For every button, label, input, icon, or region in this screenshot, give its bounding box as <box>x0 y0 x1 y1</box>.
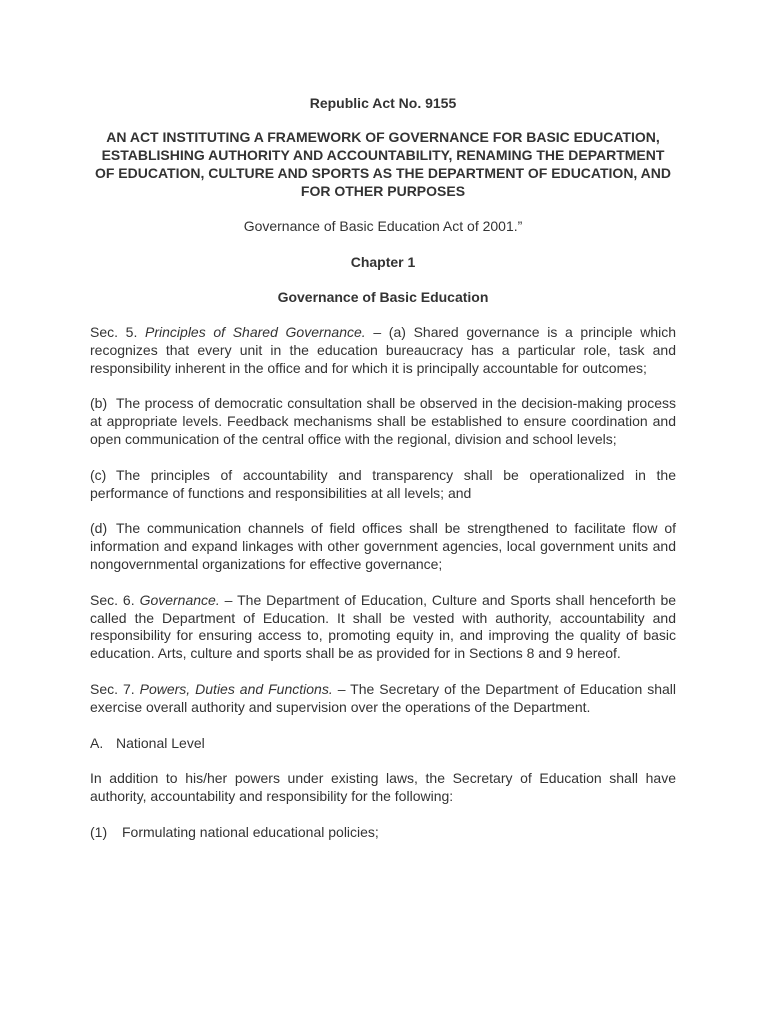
paragraph-b-text: The process of democratic consultation shall be observed in the decision-making process at appropriate levels. Feedback mechanisms shall be established to ensure coordination and open communication of the central office with the regional, division and school levels; <box>90 395 676 447</box>
section-5-text: – (a) Shared governance is a principle which recognizes that every unit in the education bureaucracy has a particular role, task and responsibility inherent in the office and for which it is principally accountable for outcomes; <box>90 324 677 376</box>
list-item-1-marker: (1) <box>90 823 108 840</box>
secretary-powers-intro: In addition to his/her powers under existing laws, the Secretary of Education shall have authority, accountability and responsibility for the following: <box>90 770 676 805</box>
chapter-title: Governance of Basic Education <box>277 289 489 305</box>
section-5-paragraph-a <box>90 324 676 377</box>
national-level-marker: A. <box>90 734 104 751</box>
paragraph-d-marker: (d) <box>90 520 108 537</box>
section-5-prefix: Sec. 5. <box>90 324 138 340</box>
section-7-heading: Powers, Duties and Functions. <box>139 680 333 697</box>
section-5-heading: Principles of Shared Governance. <box>145 324 366 340</box>
national-level-label: National Level <box>116 734 205 751</box>
section-6-prefix: Sec. 6. <box>90 591 135 608</box>
list-item-1 <box>90 824 676 842</box>
section-7-text: – The Secretary of the Department of Education shall exercise overall authority and supervision over the operations of the Department. <box>90 680 676 715</box>
paragraph-c-marker: (c) <box>90 466 107 483</box>
paragraph-c-text: The principles of accountability and transparency shall be operationalized in the performance of functions and responsibilities at all levels; and <box>90 466 676 501</box>
national-level-heading <box>90 735 676 753</box>
section-6-heading: Governance. <box>139 591 220 608</box>
section-6-text: – The Department of Education, Culture and Sports shall henceforth be called the Department of Education. It shall be vested with authority, accountability and responsibility for ensuring access to, promoting equity in, and improving the quality of basic education. Arts, culture and sports shall be as provided for in Sections 8 and 9 hereof. <box>90 591 677 662</box>
paragraph-b-marker: (b) <box>90 395 108 412</box>
section-5-paragraph-b <box>90 395 676 448</box>
chapter-heading: Chapter 1 <box>350 254 416 270</box>
section-5-paragraph-c <box>90 467 676 503</box>
section-5-paragraph-d <box>90 520 676 573</box>
section-7-paragraph <box>90 681 676 717</box>
short-title: Governance of Basic Education Act of 2001.” <box>243 218 523 234</box>
paragraph-d-text: The communication channels of field offices shall be strengthened to facilitate flow of information and expand linkages with other government agencies, local government units and nongovernmental organizations for effective governance; <box>90 520 676 572</box>
section-6-paragraph <box>90 592 676 663</box>
list-item-1-text: Formulating national educational policies; <box>122 823 379 840</box>
section-7-prefix: Sec. 7. <box>90 680 135 697</box>
act-number: Republic Act No. 9155 <box>309 95 457 111</box>
act-title: AN ACT INSTITUTING A FRAMEWORK OF GOVERNANCE FOR BASIC EDUCATION, ESTABLISHING AUTHORITY AND ACCOUNTABILITY, RENAMING THE DEPARTMENT OF EDUCATION, CULTURE AND SPORTS AS THE DEPARTMENT OF EDUCATION, AND FOR OTHER PURPOSES <box>94 129 672 199</box>
